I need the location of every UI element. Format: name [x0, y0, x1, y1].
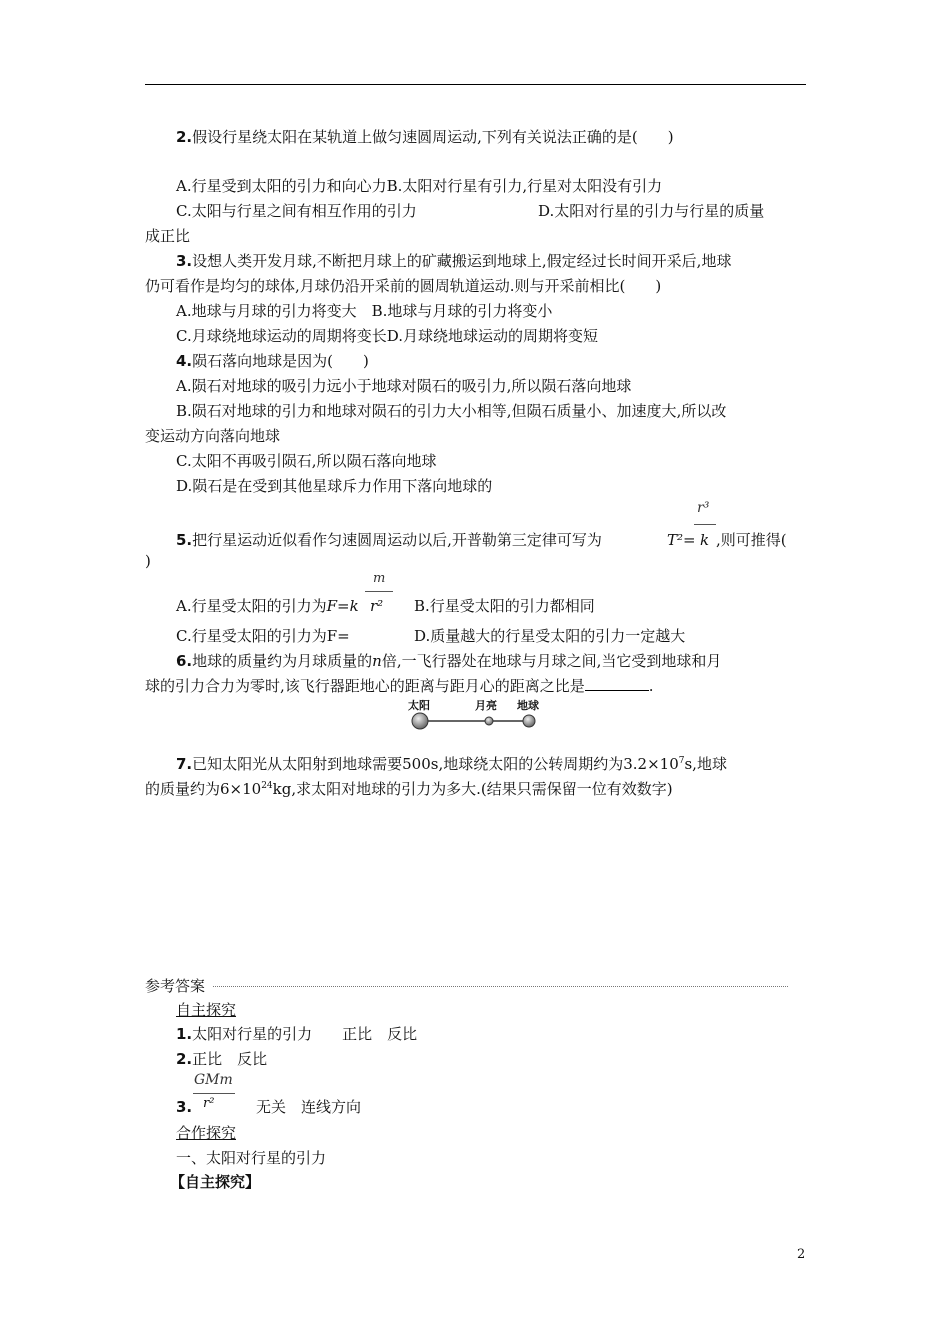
answer-3-numerator: GMm [194, 1072, 233, 1088]
answer-3-text: 无关 连线方向 [256, 1098, 362, 1116]
q6-stem-line1: 6.地球的质量约为月球质量的n倍,一飞行器处在地球与月球之间,当它受到地球和月 [176, 652, 722, 670]
q4-option-b-line2: 变运动方向落向地球 [145, 427, 281, 445]
q5-option-a-fraction-bar [365, 591, 393, 592]
q5-stem-close: ) [145, 552, 151, 570]
q5-formula-fraction-bar [694, 524, 716, 525]
q6-stem-line2: 球的引力合力为零时,该飞行器距地心的距离与距月心的距离之比是 . [145, 677, 654, 695]
q3-stem-line1: 3.设想人类开发月球,不断把月球上的矿藏搬运到地球上,假定经过长时间开采后,地球 [176, 252, 732, 270]
answer-3: 3. [176, 1098, 193, 1116]
q3-options-ab: A.地球与月球的引力将变大 B.地球与月球的引力将变小 [176, 302, 553, 320]
q4-option-d: D.陨石是在受到其他星球斥力作用下落向地球的 [176, 477, 493, 495]
q5-formula-lhs: T²= [667, 531, 696, 549]
q4-option-c: C.太阳不再吸引陨石,所以陨石落向地球 [176, 452, 437, 470]
q7-stem-line1: 7.已知太阳光从太阳射到地球需要500s,地球绕太阳的公转周期约为$3.2\times 10^7s$,地球 [176, 755, 727, 773]
q6-answer-blank[interactable] [585, 676, 649, 691]
q5-option-d: D.质量越大的行星受太阳的引力一定越大 [414, 627, 686, 645]
answers-dotted-rule [213, 986, 788, 987]
diagram-label-sun: 太阳 [408, 699, 430, 712]
q2-option-c: C.太阳与行星之间有相互作用的引力 [176, 202, 417, 220]
diagram-label-earth: 地球 [517, 699, 539, 712]
q5-option-a-denominator: r² [370, 597, 384, 615]
q4-option-a: A.陨石对地球的吸引力远小于地球对陨石的吸引力,所以陨石落向地球 [176, 377, 632, 395]
answer-2: 2.正比 反比 [176, 1050, 268, 1068]
q2-stem: 2.假设行星绕太阳在某轨道上做匀速圆周运动,下列有关说法正确的是( ) [176, 128, 674, 146]
answers-subsection-tag: 【自主探究】 [170, 1173, 261, 1191]
answers-subsection-1: 一、太阳对行星的引力 [176, 1149, 327, 1167]
header-rule [145, 84, 806, 85]
diagram-label-moon: 月亮 [475, 699, 497, 712]
q5-stem-pre: 5.把行星运动近似看作匀速圆周运动以后,开普勒第三定律可写为 [176, 531, 602, 549]
q2-option-d-cont: 成正比 [145, 227, 191, 245]
q5-option-a: A.行星受太阳的引力为F=k [176, 597, 359, 615]
q4-option-b-line1: B.陨石对地球的引力和地球对陨石的引力大小相等,但陨石质量小、加速度大,所以改 [176, 402, 727, 420]
q3-stem-line2: 仍可看作是均匀的球体,月球仍沿开采前的圆周轨道运动.则与开采前相比( ) [145, 277, 662, 295]
sun-icon [412, 713, 428, 729]
answers-section-self-study: 自主探究 [176, 1001, 237, 1019]
moon-icon [485, 717, 493, 725]
answers-title: 参考答案 [145, 977, 206, 995]
q4-stem: 4.陨石落向地球是因为( ) [176, 352, 369, 370]
page-number: 2 [797, 1247, 806, 1262]
sun-moon-earth-diagram [405, 711, 540, 731]
q7-stem-line2: 的质量约为$6\times 10^{24}kg$,求太阳对地球的引力为多大.(结果只需保留一位有效数字) [145, 780, 673, 798]
answer-1: 1.太阳对行星的引力 正比 反比 [176, 1025, 418, 1043]
q5-option-c: C.行星受太阳的引力为F= [176, 627, 350, 645]
q2-options-ab: A.行星受到太阳的引力和向心力B.太阳对行星有引力,行星对太阳没有引力 [176, 177, 663, 195]
q5-stem-post: ,则可推得( [716, 531, 787, 549]
q5-option-b: B.行星受太阳的引力都相同 [414, 597, 595, 615]
q5-formula-numerator: r³ [697, 500, 710, 516]
earth-icon [523, 715, 535, 727]
answer-3-denominator: r² [203, 1096, 215, 1111]
q3-options-cd: C.月球绕地球运动的周期将变长D.月球绕地球运动的周期将变短 [176, 327, 598, 345]
answers-section-cooperative-study: 合作探究 [176, 1124, 237, 1142]
q5-option-a-numerator: m [373, 571, 386, 586]
q2-option-d: D.太阳对行星的引力与行星的质量 [538, 202, 765, 220]
q5-formula-denominator: k [700, 531, 710, 549]
